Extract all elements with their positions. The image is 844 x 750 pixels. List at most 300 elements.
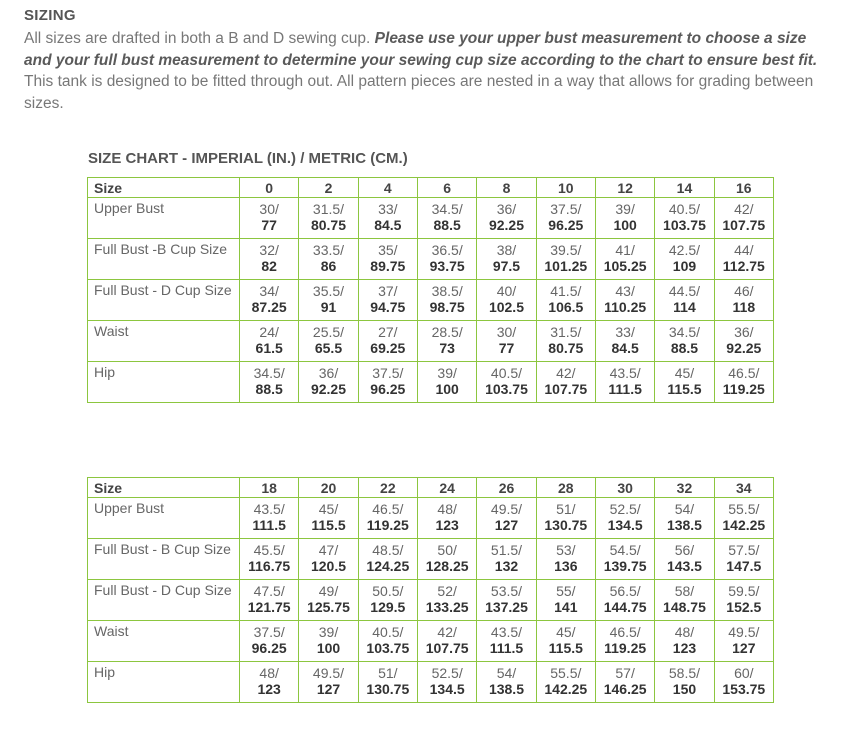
imperial-value: 46.5/ <box>728 365 760 381</box>
size-header-6: 6 <box>417 178 476 198</box>
imperial-value: 24/ <box>259 324 279 340</box>
imperial-value: 50/ <box>437 542 457 558</box>
size-header-label: Size <box>88 478 240 498</box>
size-header-22: 22 <box>358 478 417 498</box>
metric-value: 119.25 <box>604 640 647 656</box>
metric-value: 100 <box>316 640 341 656</box>
table-row <box>88 280 774 321</box>
intro-paragraph <box>24 28 824 114</box>
metric-value: 96.25 <box>251 640 287 656</box>
measurement-cell <box>477 498 536 539</box>
measurement-cell <box>240 239 299 280</box>
measurement-cell <box>358 662 417 703</box>
metric-value: 103.75 <box>663 217 706 233</box>
imperial-value: 31.5/ <box>550 324 582 340</box>
metric-value: 96.25 <box>370 381 406 397</box>
metric-value: 132 <box>494 558 519 574</box>
imperial-value: 56/ <box>674 542 695 558</box>
imperial-value: 32/ <box>259 242 279 258</box>
metric-value: 138.5 <box>666 517 702 533</box>
imperial-value: 44/ <box>734 242 754 258</box>
metric-value: 69.25 <box>370 340 406 356</box>
measurement-cell <box>655 498 714 539</box>
measurement-cell <box>299 539 358 580</box>
metric-value: 120.5 <box>310 558 347 574</box>
imperial-value: 25.5/ <box>312 324 345 340</box>
measurement-cell <box>655 362 714 403</box>
measurement-cell <box>358 239 417 280</box>
metric-value: 127 <box>732 640 756 656</box>
imperial-value: 42.5/ <box>668 242 701 258</box>
metric-value: 82 <box>261 258 277 274</box>
measurement-cell <box>240 662 299 703</box>
imperial-value: 57.5/ <box>728 542 760 558</box>
imperial-value: 40/ <box>496 283 517 299</box>
measurement-cell <box>299 198 358 239</box>
measurement-cell <box>655 198 714 239</box>
measurement-cell <box>536 580 595 621</box>
row-label: Waist <box>88 621 240 662</box>
measurement-cell <box>536 280 595 321</box>
metric-value: 100 <box>435 381 459 397</box>
measurement-cell <box>536 498 595 539</box>
metric-value: 107.75 <box>544 381 588 397</box>
measurement-cell <box>655 580 714 621</box>
imperial-value: 41/ <box>615 242 635 258</box>
size-header-12: 12 <box>595 178 654 198</box>
metric-value: 103.75 <box>485 381 528 397</box>
imperial-value: 48/ <box>259 665 279 681</box>
table-header-row <box>88 478 774 498</box>
imperial-value: 48/ <box>674 624 695 640</box>
measurement-cell <box>595 539 654 580</box>
imperial-value: 45/ <box>318 501 339 517</box>
imperial-value: 51.5/ <box>490 542 523 558</box>
size-header-24: 24 <box>417 478 476 498</box>
metric-value: 88.5 <box>433 217 461 233</box>
imperial-value: 33/ <box>378 201 398 217</box>
measurement-cell <box>477 321 536 362</box>
measurement-cell <box>536 321 595 362</box>
measurement-cell <box>595 239 654 280</box>
imperial-value: 36.5/ <box>431 242 463 258</box>
metric-value: 61.5 <box>255 340 283 356</box>
measurement-cell <box>417 539 476 580</box>
table-row <box>88 662 774 703</box>
measurement-cell <box>358 580 417 621</box>
metric-value: 84.5 <box>374 217 402 233</box>
imperial-value: 36/ <box>496 201 517 217</box>
measurement-cell <box>477 239 536 280</box>
metric-value: 146.25 <box>603 681 647 697</box>
size-chart-table-2 <box>87 477 774 703</box>
metric-value: 137.25 <box>485 599 528 615</box>
measurement-cell <box>714 321 773 362</box>
imperial-value: 59.5/ <box>728 583 760 599</box>
imperial-value: 51/ <box>556 501 576 517</box>
size-header-16: 16 <box>714 178 773 198</box>
measurement-cell <box>655 662 714 703</box>
imperial-value: 52.5/ <box>609 501 641 517</box>
measurement-cell <box>417 662 476 703</box>
imperial-value: 49.5/ <box>490 501 523 517</box>
imperial-value: 30/ <box>496 324 517 340</box>
imperial-value: 48/ <box>437 501 457 517</box>
imperial-value: 51/ <box>378 665 398 681</box>
metric-value: 73 <box>439 340 455 356</box>
imperial-value: 34.5/ <box>668 324 701 340</box>
size-header-28: 28 <box>536 478 595 498</box>
size-header-20: 20 <box>299 478 358 498</box>
imperial-value: 34/ <box>259 283 279 299</box>
table-row <box>88 198 774 239</box>
measurement-cell <box>595 321 654 362</box>
measurement-cell <box>358 498 417 539</box>
imperial-value: 35/ <box>378 242 398 258</box>
size-header-26: 26 <box>477 478 536 498</box>
measurement-cell <box>299 580 358 621</box>
imperial-value: 35.5/ <box>312 283 345 299</box>
measurement-cell <box>417 621 476 662</box>
measurement-cell <box>714 362 773 403</box>
metric-value: 106.5 <box>548 299 584 315</box>
metric-value: 124.25 <box>366 558 410 574</box>
size-header-30: 30 <box>595 478 654 498</box>
row-label: Upper Bust <box>88 198 240 239</box>
row-label: Full Bust -B Cup Size <box>88 239 240 280</box>
measurement-cell <box>240 621 299 662</box>
metric-value: 107.75 <box>722 217 766 233</box>
metric-value: 138.5 <box>488 681 524 697</box>
measurement-cell <box>477 539 536 580</box>
metric-value: 125.75 <box>307 599 350 615</box>
table-row <box>88 498 774 539</box>
table-header-row <box>88 178 774 198</box>
metric-value: 115.5 <box>667 381 702 397</box>
imperial-value: 39/ <box>437 365 457 381</box>
measurement-cell <box>358 621 417 662</box>
metric-value: 100 <box>613 217 637 233</box>
measurement-cell <box>477 198 536 239</box>
metric-value: 77 <box>498 340 515 356</box>
imperial-value: 37.5/ <box>253 624 285 640</box>
metric-value: 84.5 <box>611 340 639 356</box>
metric-value: 107.75 <box>425 640 469 656</box>
imperial-value: 54.5/ <box>609 542 641 558</box>
measurement-cell <box>536 362 595 403</box>
metric-value: 103.75 <box>366 640 410 656</box>
metric-value: 143.5 <box>666 558 702 574</box>
table-row <box>88 580 774 621</box>
imperial-value: 42/ <box>437 624 457 640</box>
imperial-value: 41.5/ <box>550 283 582 299</box>
imperial-value: 46.5/ <box>609 624 641 640</box>
imperial-value: 33.5/ <box>312 242 345 258</box>
metric-value: 111.5 <box>489 640 524 656</box>
size-header-2: 2 <box>299 178 358 198</box>
measurement-cell <box>240 198 299 239</box>
metric-value: 94.75 <box>370 299 406 315</box>
metric-value: 80.75 <box>310 217 347 233</box>
measurement-cell <box>477 662 536 703</box>
measurement-cell <box>536 539 595 580</box>
imperial-value: 49.5/ <box>312 665 345 681</box>
imperial-value: 49.5/ <box>728 624 760 640</box>
metric-value: 111.5 <box>608 381 642 397</box>
measurement-cell <box>595 662 654 703</box>
imperial-value: 53.5/ <box>490 583 523 599</box>
measurement-cell <box>714 498 773 539</box>
measurement-cell <box>477 280 536 321</box>
metric-value: 88.5 <box>670 340 699 356</box>
metric-value: 123 <box>435 517 459 533</box>
metric-value: 101.25 <box>544 258 588 274</box>
imperial-value: 45/ <box>556 624 576 640</box>
measurement-cell <box>595 362 654 403</box>
measurement-cell <box>417 280 476 321</box>
table-row <box>88 239 774 280</box>
measurement-cell <box>299 280 358 321</box>
measurement-cell <box>358 280 417 321</box>
metric-value: 123 <box>257 681 281 697</box>
measurement-cell <box>299 662 358 703</box>
measurement-cell <box>595 621 654 662</box>
row-label: Waist <box>88 321 240 362</box>
metric-value: 110.25 <box>604 299 647 315</box>
measurement-cell <box>595 580 654 621</box>
imperial-value: 37.5/ <box>372 365 404 381</box>
measurement-cell <box>417 198 476 239</box>
metric-value: 144.75 <box>603 599 647 615</box>
imperial-value: 55/ <box>556 583 576 599</box>
imperial-value: 44.5/ <box>668 283 701 299</box>
metric-value: 141 <box>554 599 578 615</box>
imperial-value: 36/ <box>318 365 339 381</box>
imperial-value: 42/ <box>556 365 576 381</box>
imperial-value: 30/ <box>259 201 279 217</box>
metric-value: 127 <box>494 517 519 533</box>
measurement-cell <box>536 198 595 239</box>
measurement-cell <box>714 198 773 239</box>
measurement-cell <box>714 621 773 662</box>
measurement-cell <box>240 498 299 539</box>
measurement-cell <box>358 362 417 403</box>
metric-value: 128.25 <box>425 558 469 574</box>
measurement-cell <box>299 498 358 539</box>
metric-value: 86 <box>320 258 337 274</box>
imperial-value: 58.5/ <box>668 665 701 681</box>
measurement-cell <box>655 621 714 662</box>
imperial-value: 49/ <box>318 583 339 599</box>
row-label: Hip <box>88 362 240 403</box>
row-label: Full Bust - B Cup Size <box>88 539 240 580</box>
imperial-value: 43.5/ <box>253 501 285 517</box>
imperial-value: 27/ <box>378 324 398 340</box>
metric-value: 116.75 <box>248 558 291 574</box>
metric-value: 80.75 <box>548 340 584 356</box>
metric-value: 129.5 <box>370 599 406 615</box>
metric-value: 92.25 <box>488 217 524 233</box>
metric-value: 142.25 <box>722 517 766 533</box>
measurement-cell <box>655 280 714 321</box>
metric-value: 77 <box>261 217 277 233</box>
measurement-cell <box>477 580 536 621</box>
measurement-cell <box>240 280 299 321</box>
metric-value: 93.75 <box>429 258 465 274</box>
imperial-value: 45/ <box>674 365 695 381</box>
measurement-cell <box>655 321 714 362</box>
imperial-value: 54/ <box>674 501 695 517</box>
measurement-cell <box>240 580 299 621</box>
metric-value: 130.75 <box>366 681 410 697</box>
measurement-cell <box>595 198 654 239</box>
row-label: Full Bust - D Cup Size <box>88 280 240 321</box>
intro-bold-instruction: Please use your upper bust measurement to choose a size and your full bust measurement to determine your sewing cup size according to the chart to ensure best fit. <box>24 30 818 69</box>
row-label: Hip <box>88 662 240 703</box>
metric-value: 127 <box>316 681 341 697</box>
measurement-cell <box>417 362 476 403</box>
metric-value: 87.25 <box>251 299 287 315</box>
metric-value: 123 <box>672 640 697 656</box>
size-header-10: 10 <box>536 178 595 198</box>
measurement-cell <box>477 362 536 403</box>
imperial-value: 38.5/ <box>431 283 463 299</box>
measurement-cell <box>714 280 773 321</box>
imperial-value: 45.5/ <box>253 542 285 558</box>
measurement-cell <box>240 321 299 362</box>
metric-value: 118 <box>732 299 756 315</box>
measurement-cell <box>358 198 417 239</box>
table-row <box>88 362 774 403</box>
imperial-value: 43/ <box>615 283 635 299</box>
size-header-34: 34 <box>714 478 773 498</box>
imperial-value: 33/ <box>615 324 635 340</box>
metric-value: 150 <box>672 681 697 697</box>
intro-text-2: This tank is designed to be fitted through out. All pattern pieces are nested in a way that allows for grading between sizes. <box>24 73 814 112</box>
measurement-cell <box>358 321 417 362</box>
measurement-cell <box>417 580 476 621</box>
imperial-value: 55.5/ <box>728 501 760 517</box>
measurement-cell <box>240 539 299 580</box>
imperial-value: 43.5/ <box>490 624 523 640</box>
measurement-cell <box>417 321 476 362</box>
measurement-cell <box>299 321 358 362</box>
measurement-cell <box>655 239 714 280</box>
imperial-value: 36/ <box>734 324 754 340</box>
imperial-value: 57/ <box>615 665 635 681</box>
size-header-label: Size <box>88 178 240 198</box>
imperial-value: 55.5/ <box>550 665 582 681</box>
size-header-0: 0 <box>240 178 299 198</box>
measurement-cell <box>417 498 476 539</box>
metric-value: 115.5 <box>311 517 346 533</box>
metric-value: 92.25 <box>726 340 762 356</box>
metric-value: 89.75 <box>370 258 406 274</box>
measurement-cell <box>714 662 773 703</box>
metric-value: 119.25 <box>366 517 409 533</box>
measurement-cell <box>714 580 773 621</box>
imperial-value: 42/ <box>734 201 754 217</box>
imperial-value: 34.5/ <box>431 201 463 217</box>
imperial-value: 46/ <box>734 283 754 299</box>
metric-value: 134.5 <box>607 517 643 533</box>
measurement-cell <box>536 621 595 662</box>
size-header-18: 18 <box>240 478 299 498</box>
metric-value: 65.5 <box>314 340 343 356</box>
imperial-value: 60/ <box>734 665 754 681</box>
imperial-value: 53/ <box>556 542 576 558</box>
metric-value: 133.25 <box>425 599 469 615</box>
size-header-4: 4 <box>358 178 417 198</box>
metric-value: 148.75 <box>663 599 706 615</box>
metric-value: 134.5 <box>429 681 465 697</box>
metric-value: 119.25 <box>722 381 765 397</box>
metric-value: 112.75 <box>722 258 765 274</box>
metric-value: 91 <box>320 299 337 315</box>
imperial-value: 43.5/ <box>609 365 641 381</box>
size-header-8: 8 <box>477 178 536 198</box>
imperial-value: 47.5/ <box>253 583 285 599</box>
row-label: Upper Bust <box>88 498 240 539</box>
size-header-14: 14 <box>655 178 714 198</box>
imperial-value: 52.5/ <box>431 665 463 681</box>
measurement-cell <box>299 239 358 280</box>
metric-value: 153.75 <box>722 681 766 697</box>
measurement-cell <box>536 239 595 280</box>
measurement-cell <box>358 539 417 580</box>
imperial-value: 58/ <box>674 583 695 599</box>
table-row <box>88 621 774 662</box>
metric-value: 139.75 <box>603 558 647 574</box>
table-row <box>88 321 774 362</box>
size-header-32: 32 <box>655 478 714 498</box>
metric-value: 105.25 <box>603 258 647 274</box>
imperial-value: 46.5/ <box>372 501 404 517</box>
metric-value: 92.25 <box>310 381 347 397</box>
imperial-value: 34.5/ <box>253 365 285 381</box>
imperial-value: 47/ <box>318 542 339 558</box>
metric-value: 152.5 <box>726 599 762 615</box>
metric-value: 88.5 <box>255 381 283 397</box>
chart-title: SIZE CHART - IMPERIAL (IN.) / METRIC (CM.) <box>88 150 408 167</box>
metric-value: 147.5 <box>726 558 762 574</box>
metric-value: 130.75 <box>544 517 588 533</box>
metric-value: 97.5 <box>492 258 521 274</box>
measurement-cell <box>655 539 714 580</box>
metric-value: 102.5 <box>488 299 524 315</box>
measurement-cell <box>536 662 595 703</box>
measurement-cell <box>417 239 476 280</box>
measurement-cell <box>595 498 654 539</box>
imperial-value: 48.5/ <box>372 542 404 558</box>
size-chart-table-1 <box>87 177 774 403</box>
imperial-value: 40.5/ <box>490 365 523 381</box>
section-title: SIZING <box>24 7 76 24</box>
measurement-cell <box>477 621 536 662</box>
imperial-value: 37.5/ <box>550 201 582 217</box>
imperial-value: 40.5/ <box>668 201 701 217</box>
imperial-value: 28.5/ <box>431 324 463 340</box>
metric-value: 142.25 <box>544 681 588 697</box>
metric-value: 98.75 <box>429 299 465 315</box>
imperial-value: 52/ <box>437 583 457 599</box>
imperial-value: 37/ <box>378 283 398 299</box>
intro-text-1: All sizes are drafted in both a B and D sewing cup. <box>24 30 375 47</box>
metric-value: 96.25 <box>548 217 584 233</box>
row-label: Full Bust - D Cup Size <box>88 580 240 621</box>
imperial-value: 31.5/ <box>312 201 345 217</box>
imperial-value: 40.5/ <box>372 624 404 640</box>
